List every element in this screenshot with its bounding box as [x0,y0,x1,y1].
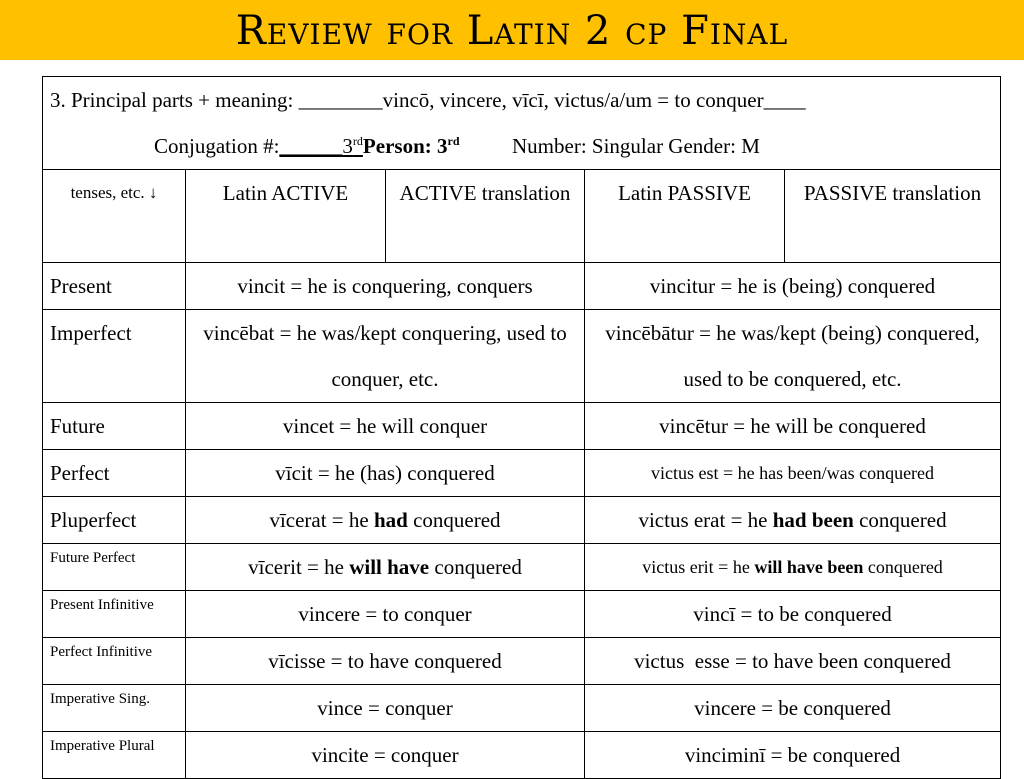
table-row [43,403,1001,450]
table-row [43,685,1001,732]
row-label: Present [43,263,186,310]
active-text-end: conquered [429,555,522,579]
passive-cell [585,497,1001,544]
row-label: Future Perfect [43,544,186,591]
person-sup: rd [447,134,460,148]
active-bold-text: will have [349,555,430,579]
tenses-header: tenses, etc. ↓ [43,170,186,263]
active-cell: vince = conquer [186,685,585,732]
active-bold-text: had [373,508,408,532]
table-row [43,591,1001,638]
table-row [43,310,1001,403]
header-row [43,77,1001,170]
passive-bold-text: will have been [754,557,864,577]
active-cell: vincere = to conquer [186,591,585,638]
table-row [43,450,1001,497]
passive-cell: vincēbātur = he was/kept (being) conquered, used to be conquered, etc. [585,310,1001,403]
row-label: Pluperfect [43,497,186,544]
review-table-container [42,76,1000,779]
conjugation-sup: rd [352,134,363,148]
page-title: Review for Latin 2 cp Final [235,8,789,54]
table-row [43,497,1001,544]
active-cell [186,497,585,544]
passive-cell: vincētur = he will be conquered [585,403,1001,450]
active-text: vīcerat = he [269,508,374,532]
row-label: Future [43,403,186,450]
active-text: vīcerit = he [248,555,350,579]
principal-parts-line [50,77,1000,123]
principal-parts-value: ________vincō, vincere, vīcī, victus/a/um = to conquer____ [298,88,806,112]
active-cell: vincēbat = he was/kept conquering, used to conquer, etc. [186,310,585,403]
passive-cell: vincitur = he is (being) conquered [585,263,1001,310]
person-label: Person: 3 [362,134,448,158]
table-row [43,263,1001,310]
number-gender-label: Number: Singular Gender: M [512,134,760,158]
passive-text: victus erat = he [638,508,773,532]
conjugation-line [50,123,1000,169]
principal-parts-cell [43,77,1001,170]
principal-parts-label: 3. Principal parts + meaning: [50,88,299,112]
passive-text: victus erit = he [642,557,755,577]
active-cell: vincite = conquer [186,732,585,779]
column-header-row [43,170,1001,263]
table-row [43,732,1001,779]
conjugation-label: Conjugation #: [154,134,280,158]
passive-cell [585,544,1001,591]
passive-cell: victus est = he has been/was conquered [585,450,1001,497]
active-cell: vincet = he will conquer [186,403,585,450]
table-row [43,638,1001,685]
active-cell: vīcit = he (has) conquered [186,450,585,497]
latin-active-header: Latin ACTIVE [186,170,386,263]
passive-cell: vinciminī = be conquered [585,732,1001,779]
passive-cell: victus esse = to have been conquered [585,638,1001,685]
row-label: Imperative Plural [43,732,186,779]
row-label: Imperfect [43,310,186,403]
conjugation-blank-pre: ______ [279,134,343,158]
passive-text-end: conquered [863,557,943,577]
active-translation-header: ACTIVE translation [386,170,585,263]
passive-cell: vincī = to be conquered [585,591,1001,638]
passive-translation-header: PASSIVE translation [785,170,1001,263]
row-label: Perfect [43,450,186,497]
passive-bold-text: had been [772,508,854,532]
conjugation-blank [279,134,363,158]
passive-cell: vincere = be conquered [585,685,1001,732]
row-label: Imperative Sing. [43,685,186,732]
passive-text-end: conquered [853,508,947,532]
table-row [43,544,1001,591]
conjugation-value: 3 [342,134,353,158]
row-label: Perfect Infinitive [43,638,186,685]
active-cell: vincit = he is conquering, conquers [186,263,585,310]
review-table [42,76,1001,779]
active-cell [186,544,585,591]
row-label: Present Infinitive [43,591,186,638]
active-cell: vīcisse = to have conquered [186,638,585,685]
active-text-end: conquered [407,508,501,532]
latin-passive-header: Latin PASSIVE [585,170,785,263]
